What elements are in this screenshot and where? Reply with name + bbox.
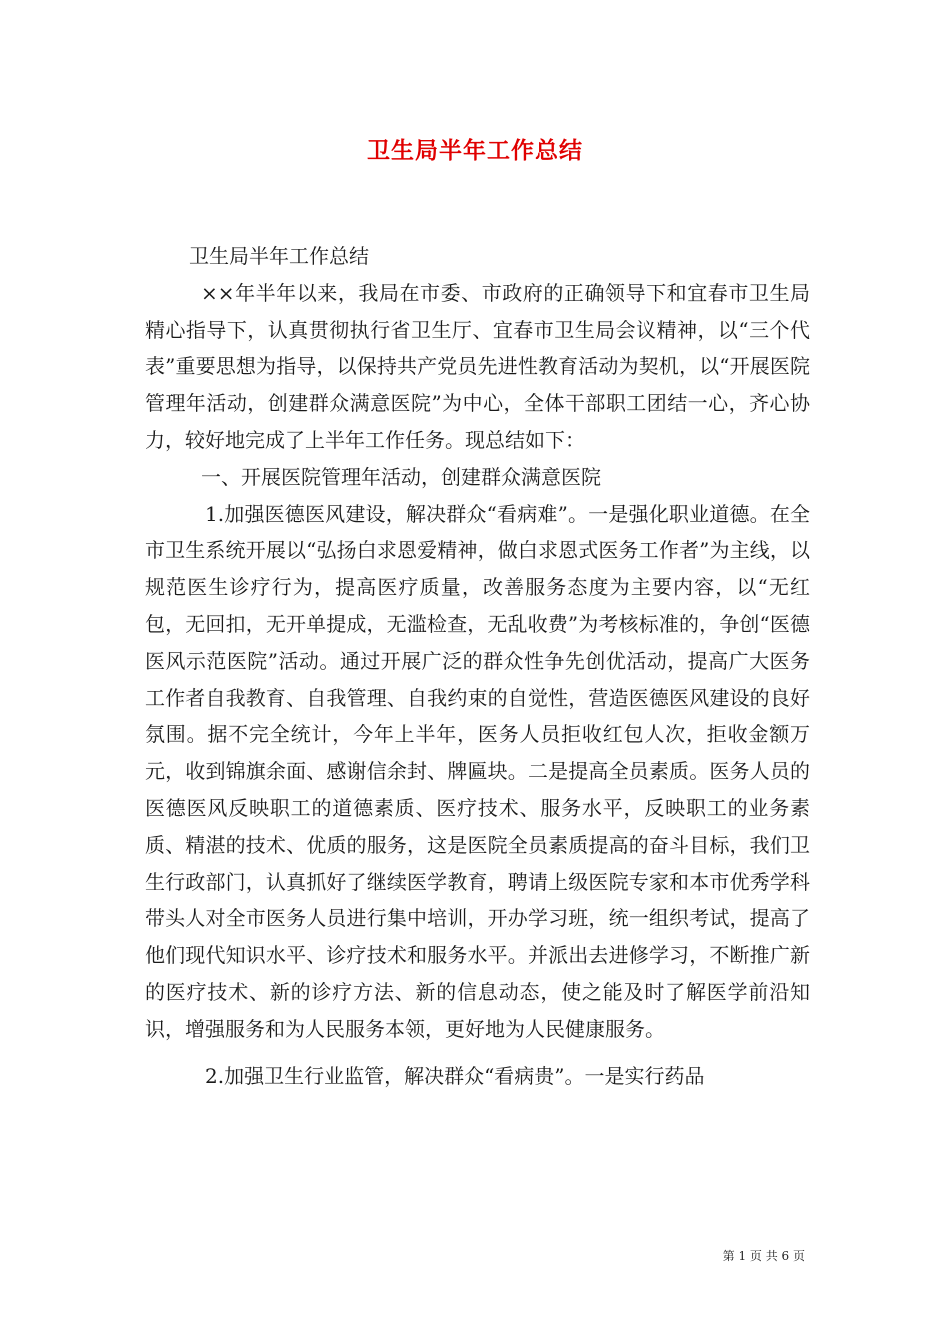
page-title: 卫生局半年工作总结 <box>367 137 583 164</box>
intro-paragraph: ××年半年以来，我局在市委、市政府的正确领导下和宜春市卫生局精心指导下，认真贯彻执行省卫生厅、宜春市卫生局会议精神，以“三个代表”重要思想为指导，以保持共产党员先进性教育活动为契机，以“开展医院管理年活动，创建群众满意医院”为中心，全体干部职工团结一心，齐心协力，较好地完成了上半年工作任务。现总结如下： <box>145 280 810 452</box>
document-subtitle: 卫生局半年工作总结 <box>189 244 369 268</box>
item-paragraph: 1.加强医德医风建设，解决群众“看病难”。一是强化职业道德。在全市卫生系统开展以“弘扬白求恩爱精神，做白求恩式医务工作者”为主线，以规范医生诊疗行为，提高医疗质量，改善服务态度为主要内容，以“无红包，无回扣，无开单提成，无滥检查，无乱收费”为考核标准的，争创“医德医风示范医院”活动。通过开展广泛的群众性争先创优活动，提高广大医务工作者自我教育、自我管理、自我约束的自觉性，营造医德医风建设的良好氛围。据不完全统计，今年上半年，医务人员拒收红包人次，拒收金额万元，收到锦旗余面、感谢信余封、牌匾块。二是提高全员素质。医务人员的医德医风反映职工的道德素质、医疗技术、服务水平，反映职工的业务素质、精湛的技术、优质的服务，这是医院全员素质提高的奋斗目标，我们卫生行政部门，认真抓好了继续医学教育，聘请上级医院专家和本市优秀学科带头人对全市医务人员进行集中培训，开办学习班，统一组织考试，提高了他们现代知识水平、诊疗技术和服务水平。并派出去进修学习，不断推广新的医疗技术、新的诊疗方法、新的信息动态，使之能及时了解医学前沿知识，增强服务和为人民服务本领，更好地为人民健康服务。 <box>145 501 810 1041</box>
page-number: 第 1 页 共 6 页 <box>722 1249 805 1263</box>
document-body <box>145 238 810 1094</box>
item-paragraph: 2.加强卫生行业监管，解决群众“看病贵”。一是实行药品 <box>205 1063 705 1088</box>
section-heading: 一、开展医院管理年活动，创建群众满意医院 <box>201 464 601 489</box>
